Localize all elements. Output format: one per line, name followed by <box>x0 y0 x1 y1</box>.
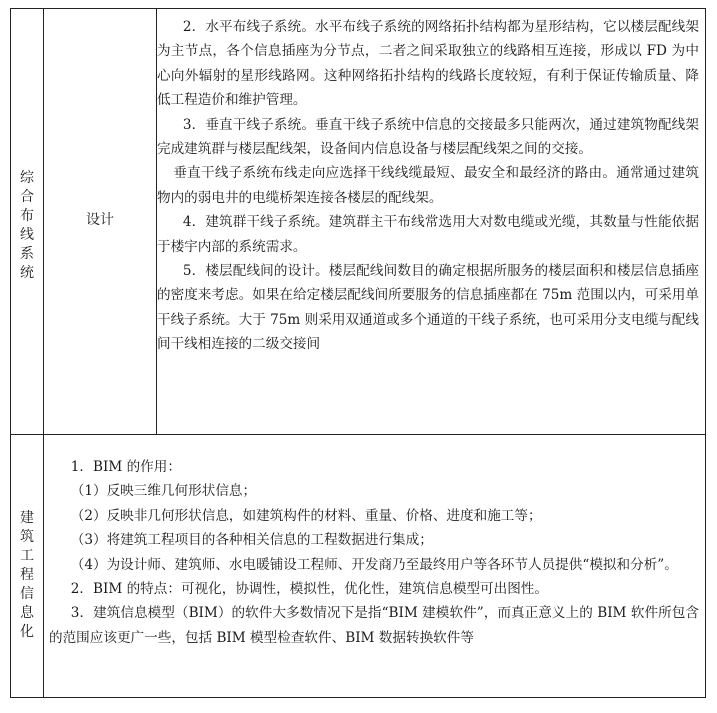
cabling-design-content <box>157 15 699 357</box>
category-char: 筑 <box>20 529 34 545</box>
category-char: 布 <box>20 208 34 224</box>
paragraph: 垂直干线子系统布线走向应选择干线线缆最短、最安全和最经济的路由。通常通过建筑物内的弱电井的电缆桥架连接各楼层的配线架。 <box>157 165 699 206</box>
category-char: 化 <box>20 624 34 640</box>
category-char: 综 <box>20 170 34 186</box>
category-column-divider <box>43 9 44 697</box>
category-char: 统 <box>20 265 34 281</box>
paragraph: （3）将建筑工程项目的各种相关信息的工程数据进行集成； <box>70 532 433 549</box>
paragraph: （4）为设计师、建筑师、水电暖铺设工程师、开发商乃至最终用户等各环节人员提供“模拟和分析”。 <box>70 556 678 573</box>
subcategory-design: 设计 <box>86 212 114 228</box>
paragraph: 2．BIM 的特点：可视化，协调性，模拟性，优化性，建筑信息模型可出图性。 <box>70 581 548 598</box>
paragraph: （1）反映三维几何形状信息； <box>70 483 257 500</box>
paragraph: 2．水平布线子系统。水平布线子系统的网络拓扑结构都为星形结构，它以楼层配线架为主节点，各个信息插座为分节点，二者之间采取独立的线路相互连接，形成以 FD 为中心向外辐射的星形线路网。这种网络拓扑结构的线路长度较短，有利于保证传输质量、降低工程造价和维护管理。 <box>157 19 699 109</box>
paragraph: 3．建筑信息模型（BIM）的软件大多数情况下是指“BIM 建模软件”，而真正意义上的 BIM 软件所包含的范围应该更广一些，包括 BIM 模型检查软件、BIM 数据转换软件等 <box>49 605 699 646</box>
category-char: 建 <box>20 510 34 526</box>
paragraph: 1．BIM 的作用： <box>70 459 181 475</box>
paragraph: 5．楼层配线间的设计。楼层配线间数目的确定根据所服务的楼层面积和楼层信息插座的密度来考虑。如果在给定楼层配线间所要服务的信息插座都在 75m 范围以内，可采用单干线子系统。大于 75m 则采用双通道或多个通道的干线子系统，也可采用分支电缆与配线间干线相连接的二级交接间 <box>157 263 699 353</box>
category-label-cabling <box>11 169 43 283</box>
paragraph: （2）反映非几何形状信息，如建筑构件的材料、重量、价格、进度和施工等； <box>70 507 542 524</box>
content-table <box>10 8 706 698</box>
category-char: 合 <box>20 189 34 205</box>
category-char: 工 <box>20 548 34 564</box>
category-char: 系 <box>20 246 34 262</box>
bim-content <box>49 455 699 650</box>
category-char: 信 <box>20 586 34 602</box>
row-divider <box>11 434 705 435</box>
category-label-bim <box>11 509 43 642</box>
paragraph: 4．建筑群干线子系统。建筑群主干布线常选用大对数电缆或光缆，其数量与性能依据于楼宇内部的系统需求。 <box>157 214 699 255</box>
category-char: 线 <box>20 227 34 243</box>
category-char: 程 <box>20 567 34 583</box>
paragraph: 3．垂直干线子系统。垂直干线子系统中信息的交接最多只能两次，通过建筑物配线架完成建筑群与楼层配线架，设备间内信息设备与楼层配线架之间的交接。 <box>157 116 699 158</box>
category-char: 息 <box>20 605 34 621</box>
